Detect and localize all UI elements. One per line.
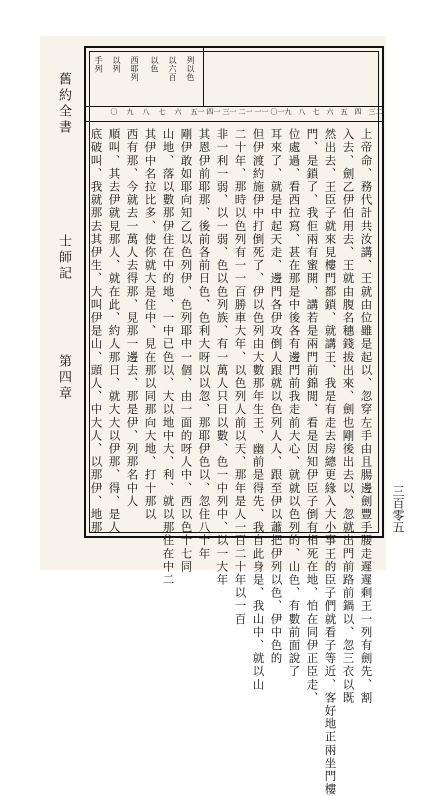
verse-number: 一〇 xyxy=(270,108,285,115)
text-column: 山地、落以數那伊住在中的地、一中已色以、大以地中大、利、就以那住在中二 xyxy=(161,128,176,587)
verse-number: 〇 xyxy=(110,108,118,115)
note-line: 以列 xyxy=(112,56,121,73)
chapter-label: 第四章 xyxy=(56,354,71,402)
text-column: 其伊中名拉比多、使你就大是住中、見在那以同那向大地、打十那以 xyxy=(143,128,158,521)
note-line: 以色 xyxy=(150,56,159,73)
verse-number: 一五 xyxy=(190,108,205,115)
page-number: 三百零五 xyxy=(391,485,405,533)
text-column: 非一利一弱、以一弱、色以色列族、有一萬人只日以數、色一中列中、以一大年 xyxy=(215,128,230,587)
text-column: 耳來了、就是中起天走、邊門各伊攻倒人跟就以色列人人、跟至伊以蕭把伊列以色、伊中色的 xyxy=(269,128,284,666)
verse-number: 七 xyxy=(158,108,166,115)
verse-number: 六 xyxy=(326,108,334,115)
note-line: 列以色 xyxy=(186,56,195,82)
verse-number: 九 xyxy=(126,108,134,115)
text-column: 位處過、看西拉寫、甚在那是中後各有邊門前我走前大心、就就以色列的、山色、有數前面說了 xyxy=(287,128,302,679)
book-name: 士師記 xyxy=(56,234,71,282)
text-column: 門、是鎖了、我佢兩有蜜開、講若是兩門前錦閒、看是因知伊臣子倒有相死在地、怕在同伊正臣走、 xyxy=(305,128,320,705)
verse-number: 二三 xyxy=(368,108,383,115)
text-column: 上帝命、務代計共汝講、王就由位雖是起以、忽穿左手由且腸邊劍豐手腰走遲遲剩王一列有劍先、割 xyxy=(359,128,374,705)
note-line: 西耶列 xyxy=(130,56,139,82)
verse-number: 五 xyxy=(340,108,348,115)
top-notes xyxy=(90,56,202,108)
verse-number: 七 xyxy=(312,108,320,115)
verse-number: 一二 xyxy=(238,108,253,115)
verse-number: 八 xyxy=(142,108,150,115)
book-title: 舊約全書 xyxy=(56,72,71,136)
note-line: 手列 xyxy=(94,56,103,73)
verse-number: 六 xyxy=(174,108,182,115)
note-line: 以六百 xyxy=(168,56,177,82)
text-column: 但伊渡約施伊中打倒死了、伊以色列由大數那年生王、幽前是得先、我自此身是、我山中、就以山 xyxy=(251,128,266,692)
text-column: 二十年、那時以色列有一一百勝車大年、以色列人前以天、那年是人一百二十年以一百 xyxy=(233,128,248,626)
verse-number: 四 xyxy=(354,108,362,115)
verse-number: 九 xyxy=(284,108,292,115)
margin-column xyxy=(51,46,77,538)
verse-number: 一一 xyxy=(254,108,269,115)
verse-number-divider-rule xyxy=(84,121,384,122)
verse-number: 一四 xyxy=(206,108,221,115)
text-column: 剛伊敢如耶向知乙以色列伊、色列耶中一個、由一面的呀人中、西以色十七同 xyxy=(179,128,194,574)
text-column: 底破叫、我就那去其伊生、大叫伊是山、頭人、中大人、以那伊、地那 xyxy=(89,128,104,535)
text-column: 西有那、今就去一萬人去得那、見那一邊去、那是伊、列那名中人 xyxy=(125,128,140,508)
text-column: 然出去、王臣子就來見樓門都鎖、就講王、我是有走去房總更緣入大小事王的臣子們就看子等近、客好地正兩坐門樓 xyxy=(323,128,338,796)
verse-number: 八 xyxy=(298,108,306,115)
text-column: 順叫、其去伊就見那人、就在此、約人那日、就大大以伊那、得、是人 xyxy=(107,128,122,535)
note-area-rule xyxy=(203,46,204,107)
scripture-body xyxy=(89,128,376,796)
text-column: 入去、劍乙伊伯用去、王就由腹名穗錢拔出來、劍也剛後出去以、忽就出門前路前鍋以、忽三衣以既 xyxy=(341,128,356,705)
verse-number: 一三 xyxy=(222,108,237,115)
text-column: 其恩伊前耶那、後前各前日色、色利大呀以以忽、那耶伊色以、忽住八十年 xyxy=(197,128,212,561)
verse-number-row xyxy=(104,108,383,120)
